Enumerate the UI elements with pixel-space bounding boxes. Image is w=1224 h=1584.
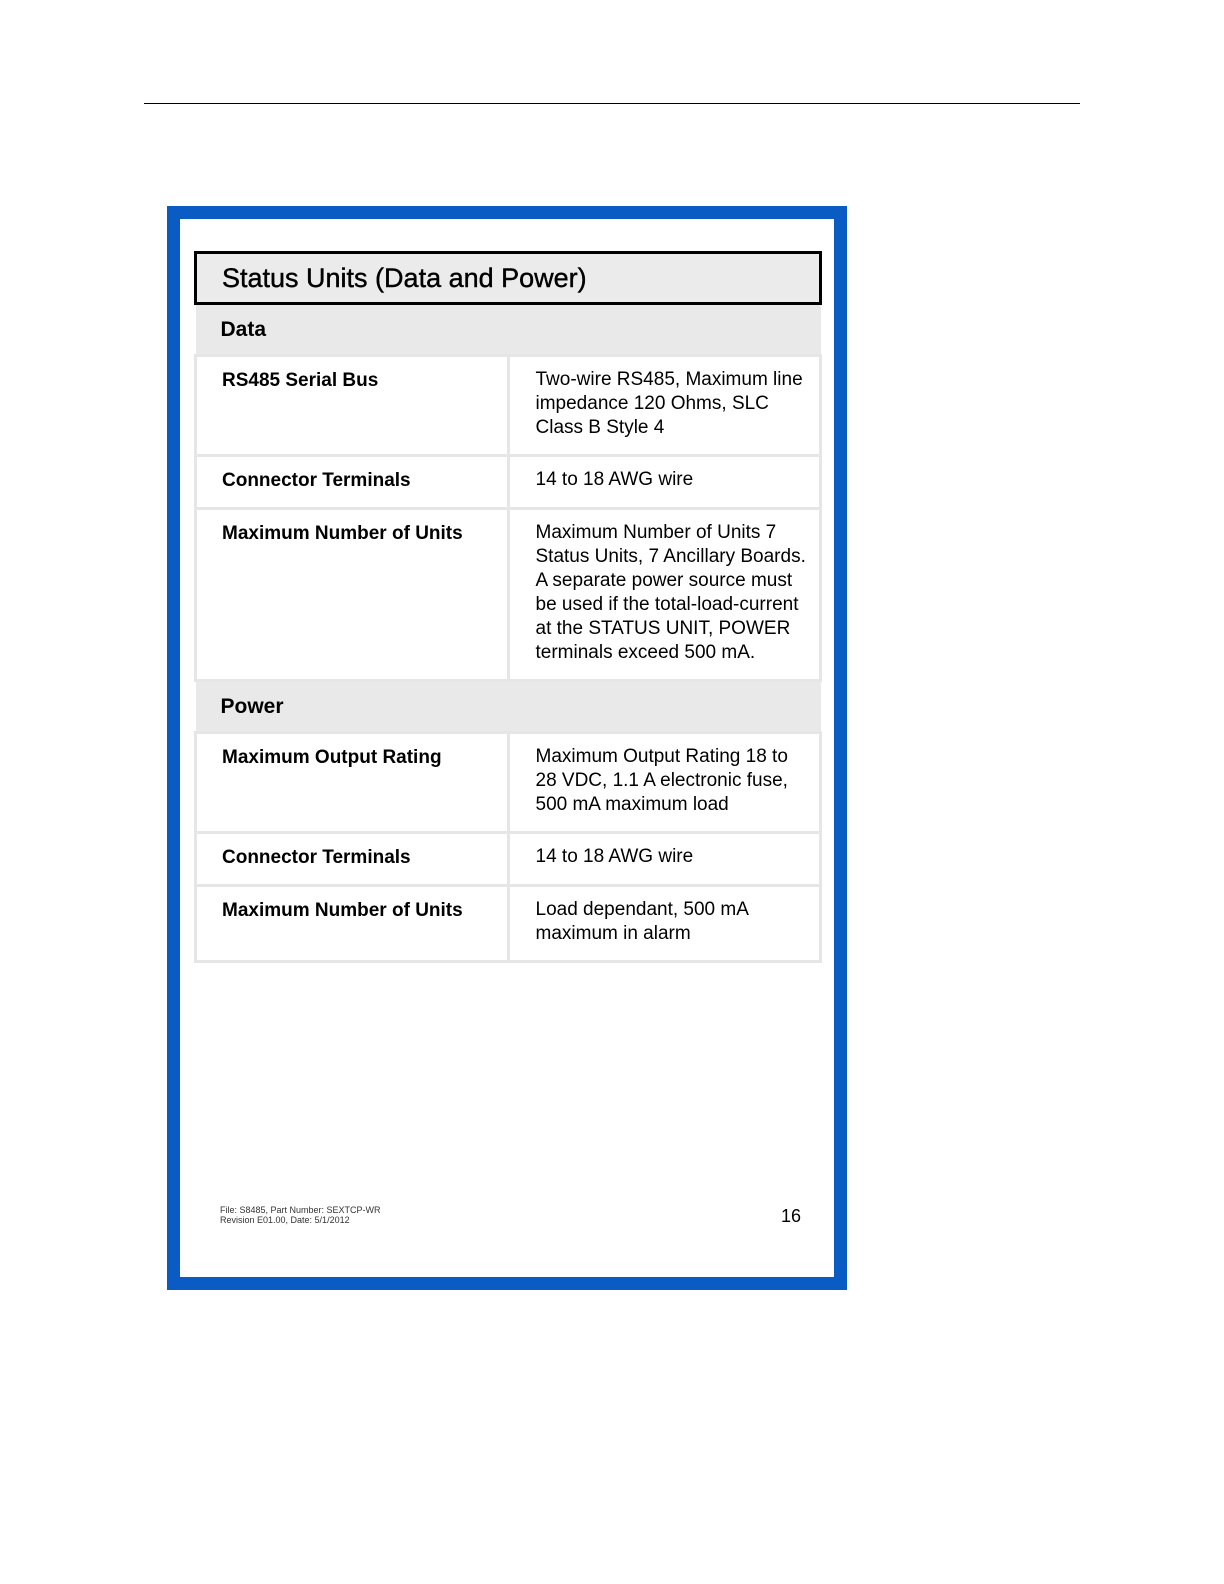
header-rule bbox=[144, 103, 1080, 104]
row-value: Maximum Number of Units 7 Status Units, 7 Ancillary Boards. A separate power source must be used if the total-load-current at the STATUS UNIT, POWER terminals exceed 500 mA. bbox=[508, 509, 821, 681]
table-row bbox=[196, 509, 821, 681]
row-label: Connector Terminals bbox=[196, 833, 509, 886]
table-row bbox=[196, 886, 821, 962]
footer-revision-line: Revision E01.00, Date: 5/1/2012 bbox=[220, 1215, 350, 1225]
table-row bbox=[196, 356, 821, 456]
footer-file-line: File: S8485, Part Number: SEXTCP-WR bbox=[220, 1205, 381, 1215]
row-label: Maximum Number of Units bbox=[196, 886, 509, 962]
page-number: 16 bbox=[780, 1206, 801, 1226]
row-value: 14 to 18 AWG wire bbox=[508, 456, 821, 509]
spec-card bbox=[167, 206, 847, 1290]
section-heading: Power bbox=[196, 681, 821, 733]
table-row bbox=[196, 733, 821, 833]
row-label: RS485 Serial Bus bbox=[196, 356, 509, 456]
table-row bbox=[196, 833, 821, 886]
row-label: Maximum Output Rating bbox=[196, 733, 509, 833]
table-row bbox=[196, 456, 821, 509]
row-label: Maximum Number of Units bbox=[196, 509, 509, 681]
row-label: Connector Terminals bbox=[196, 456, 509, 509]
section-heading: Data bbox=[196, 305, 821, 356]
footer-file-info bbox=[220, 1205, 381, 1225]
row-value: Load dependant, 500 mA maximum in alarm bbox=[508, 886, 821, 962]
section-header-data bbox=[196, 305, 821, 356]
section-header-power bbox=[196, 681, 821, 733]
row-value: Maximum Output Rating 18 to 28 VDC, 1.1 A electronic fuse, 500 mA maximum load bbox=[508, 733, 821, 833]
row-value: Two-wire RS485, Maximum line impedance 120 Ohms, SLC Class B Style 4 bbox=[508, 356, 821, 456]
card-title: Status Units (Data and Power) bbox=[194, 251, 822, 305]
row-value: 14 to 18 AWG wire bbox=[508, 833, 821, 886]
spec-table bbox=[194, 305, 822, 963]
